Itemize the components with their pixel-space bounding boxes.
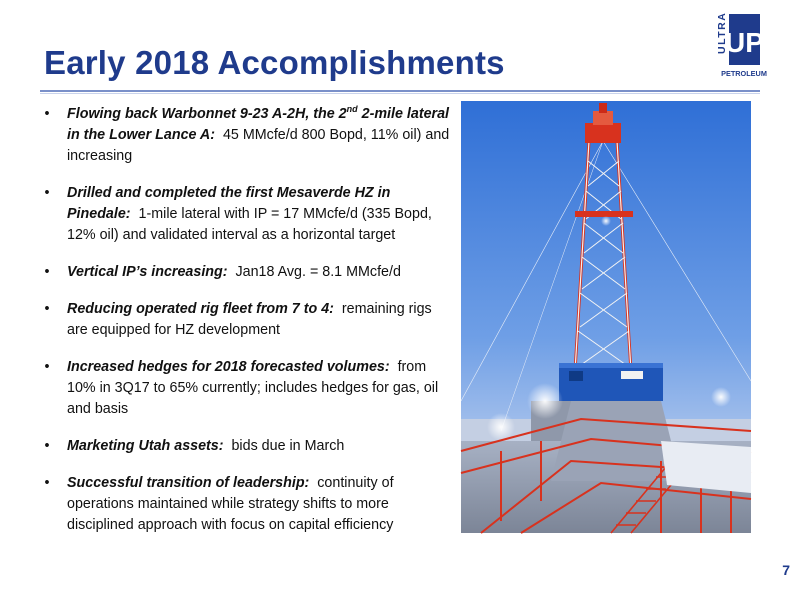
bullet-body: bids due in March — [231, 438, 345, 454]
bullet-body: Jan18 Avg. = 8.1 MMcfe/d — [235, 264, 401, 280]
bullet-marker: • — [44, 475, 50, 491]
accomplishments-list — [40, 104, 450, 552]
title-divider-shadow — [40, 93, 760, 94]
bullet-item — [40, 104, 450, 167]
bullet-body: remaining rigs are equipped for HZ development — [67, 301, 432, 338]
bullet-marker: • — [44, 185, 50, 201]
bullet-lead: Vertical IP’s increasing: — [67, 264, 228, 280]
bullet-lead: Successful transition of leadership: — [67, 475, 310, 491]
bullet-lead: Increased hedges for 2018 forecasted volumes: — [67, 359, 390, 375]
logo-letters: UP — [725, 27, 764, 58]
logo-vertical-text: ULTRA — [716, 11, 728, 54]
title-divider — [40, 90, 760, 92]
bullet-item — [40, 262, 450, 283]
bullet-lead: Reducing operated rig fleet from 7 to 4: — [67, 301, 334, 317]
bullet-item — [40, 357, 450, 420]
bullet-lead: Flowing back Warbonnet 9-23 A-2H, the 2nd 2-mile lateral in the Lower Lance A: — [67, 104, 450, 143]
bullet-marker: • — [44, 301, 50, 317]
bullet-item — [40, 436, 450, 457]
bullet-body: 45 MMcfe/d 800 Bopd, 11% oil) and increasing — [67, 127, 450, 164]
bullet-item — [40, 183, 450, 246]
bullet-lead: Drilled and completed the first Mesaverde HZ in Pinedale: — [67, 185, 391, 222]
bullet-item — [40, 473, 450, 536]
bullet-lead: Marketing Utah assets: — [67, 438, 224, 454]
page-number: 7 — [782, 562, 790, 578]
bullet-marker: • — [44, 438, 50, 454]
bullet-body: continuity of operations maintained while strategy shifts to more disciplined approach with focus on capital efficiency — [67, 475, 394, 533]
bullet-marker: • — [44, 359, 50, 375]
company-logo — [714, 8, 767, 80]
drilling-rig-photo — [461, 101, 751, 533]
logo-word: PETROLEUM — [721, 69, 767, 78]
bullet-marker: • — [44, 106, 50, 122]
bullet-body: 1-mile lateral with IP = 17 MMcfe/d (335 Bopd, 12% oil) and validated interval as a horizontal target — [67, 206, 432, 243]
bullet-item — [40, 299, 450, 341]
bullet-marker: • — [44, 264, 50, 280]
slide-title: Early 2018 Accomplishments — [44, 44, 505, 81]
bullet-body: from 10% in 3Q17 to 65% currently; includes hedges for gas, oil and basis — [67, 359, 439, 417]
